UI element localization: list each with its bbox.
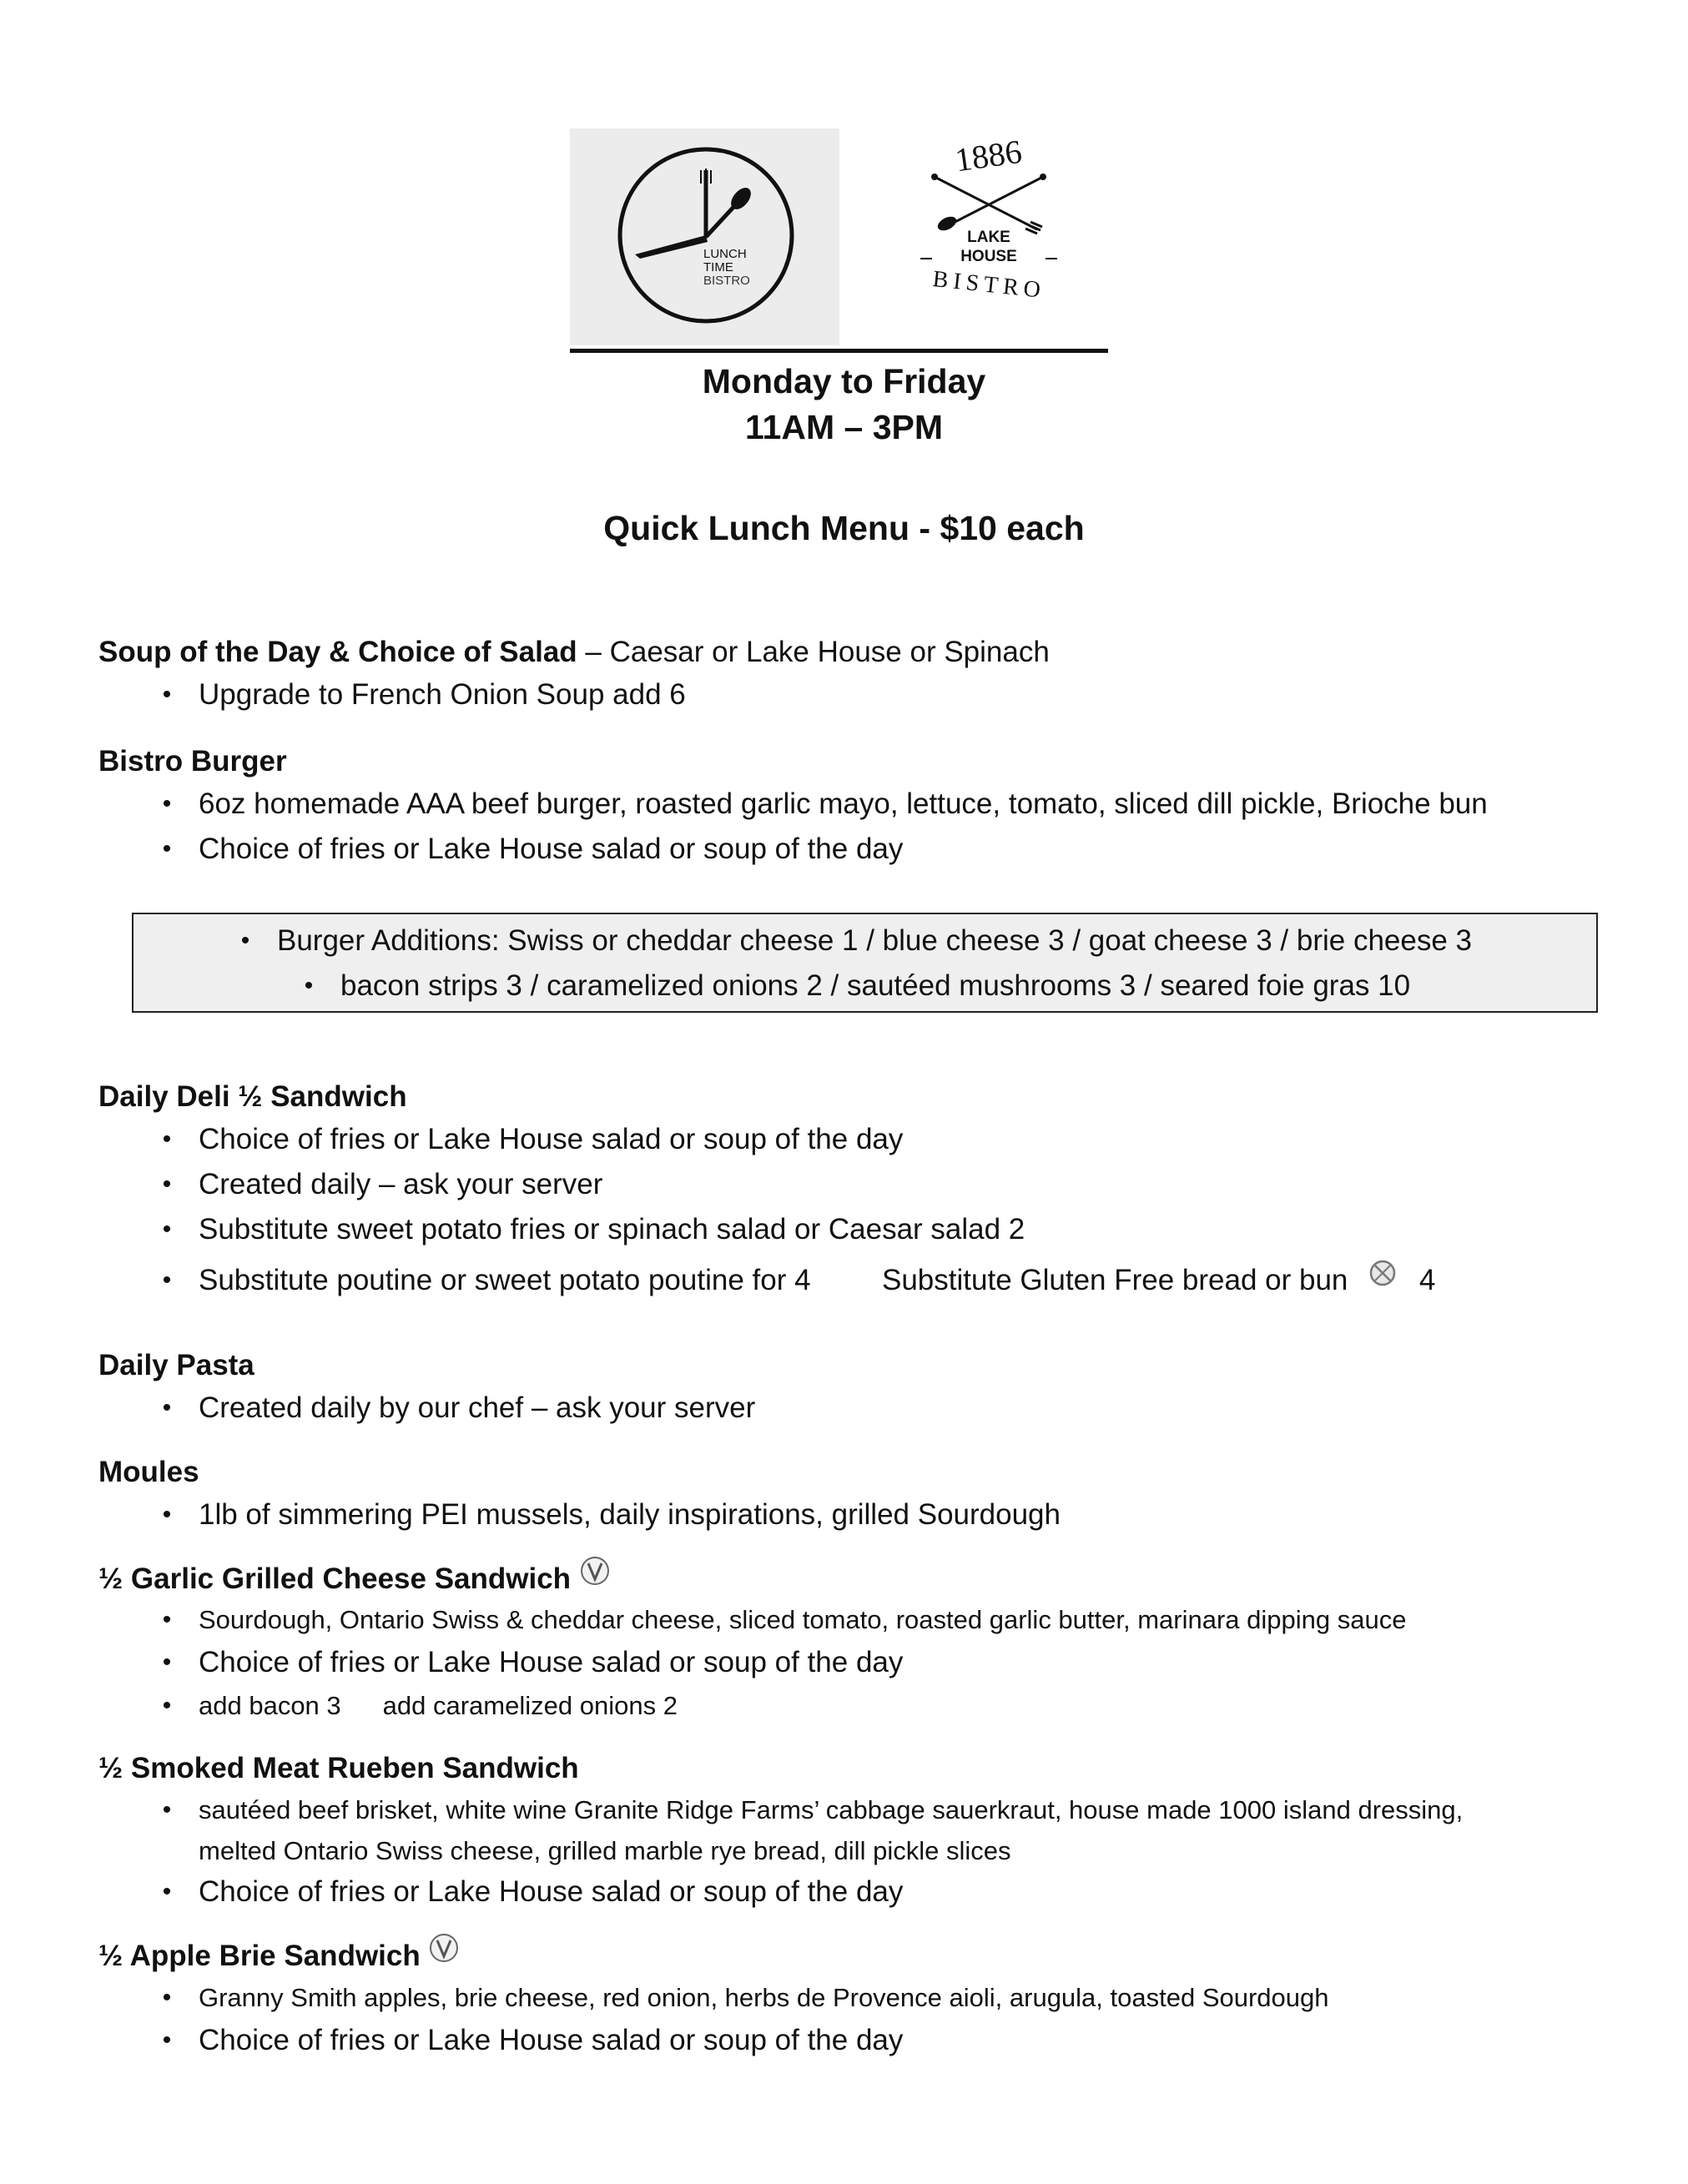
list-item xyxy=(162,674,1688,716)
list-item xyxy=(162,1642,1688,1683)
list-item xyxy=(162,1977,1688,2019)
crossed-utensils-logo-icon xyxy=(897,125,1081,317)
list-item xyxy=(162,2020,1688,2061)
logo-bistro: BISTRO xyxy=(931,266,1047,304)
list-item-continuation: melted Ontario Swiss cheese, grilled marble rye bread, dill pickle slices xyxy=(199,1836,1011,1865)
gluten-free-price: 4 xyxy=(1418,1264,1436,1296)
bullet-icon: • xyxy=(240,927,250,954)
clock-logo-icon xyxy=(570,128,839,345)
logo-text-lunch: LUNCH xyxy=(703,247,747,261)
bullet-icon: • xyxy=(162,790,172,818)
list-item xyxy=(304,965,1688,1007)
bullet-icon: • xyxy=(162,1606,172,1633)
lake-house-bistro-logo xyxy=(897,125,1081,317)
list-item-text: Granny Smith apples, brie cheese, red onion, herbs de Provence aioli, arugula, toasted Sourdough xyxy=(199,1983,1329,2012)
bullet-icon: • xyxy=(162,1796,172,1824)
pasta-heading: Daily Pasta xyxy=(98,1349,254,1381)
lunch-time-bistro-logo xyxy=(570,128,839,345)
bullet-icon: • xyxy=(162,1215,172,1243)
list-item-text: bacon strips 3 / caramelized onions 2 / sautéed mushrooms 3 / seared foie gras 10 xyxy=(340,969,1411,1002)
bullet-icon: • xyxy=(162,1170,172,1198)
bullet-icon: • xyxy=(162,681,172,708)
list-item xyxy=(240,920,1688,962)
deli-heading: Daily Deli ½ Sandwich xyxy=(98,1080,407,1113)
bullet-icon: • xyxy=(162,835,172,863)
list-item-text: Sourdough, Ontario Swiss & cheddar cheese, sliced tomato, roasted garlic butter, marinara dipping sauce xyxy=(199,1605,1407,1634)
moules-heading: Moules xyxy=(98,1456,199,1488)
logo-house: HOUSE xyxy=(960,248,1017,265)
list-item xyxy=(162,1599,1688,1641)
bullet-icon: • xyxy=(162,2026,172,2054)
grilled-cheese-heading: ½ Garlic Grilled Cheese Sandwich xyxy=(98,1563,572,1595)
grilled-cheese-heading-line xyxy=(98,1558,1600,1600)
vegetarian-v-icon xyxy=(428,1932,460,1964)
add-onions: add caramelized onions 2 xyxy=(382,1691,678,1720)
list-item xyxy=(162,1685,1688,1727)
list-item-text: sautéed beef brisket, white wine Granite Ridge Farms’ cabbage sauerkraut, house made 1000 island dressing, xyxy=(199,1795,1464,1824)
bullet-icon: • xyxy=(304,972,314,999)
list-item xyxy=(162,1387,1688,1429)
list-item-text: Choice of fries or Lake House salad or soup of the day xyxy=(199,1646,904,1678)
list-item-text: Substitute sweet potato fries or spinach salad or Caesar salad 2 xyxy=(199,1213,1025,1245)
logo-year: 1886 xyxy=(952,132,1025,179)
days-title: Monday to Friday xyxy=(702,362,986,400)
list-item-text: Created daily by our chef – ask your server xyxy=(199,1391,756,1424)
bullet-icon: • xyxy=(162,1878,172,1905)
apple-brie-heading: ½ Apple Brie Sandwich xyxy=(98,1940,421,1972)
list-item-text: Upgrade to French Onion Soup add 6 xyxy=(199,678,686,711)
bullet-icon: • xyxy=(162,1266,172,1294)
menu-title: Quick Lunch Menu - $10 each xyxy=(603,509,1085,547)
bullet-icon: • xyxy=(162,1648,172,1676)
header-rule xyxy=(570,349,1108,353)
gluten-free-line xyxy=(882,1260,1466,1301)
list-item xyxy=(162,1164,1688,1205)
soup-heading: Soup of the Day & Choice of Salad xyxy=(98,636,577,668)
logo-lake: LAKE xyxy=(967,229,1010,246)
burger-heading: Bistro Burger xyxy=(98,745,287,777)
list-item xyxy=(162,1494,1688,1536)
bullet-icon: • xyxy=(162,1394,172,1422)
list-item xyxy=(162,1119,1688,1160)
list-item-text: Substitute poutine or sweet potato poutine for 4 xyxy=(199,1264,811,1296)
list-item xyxy=(162,1789,1688,1831)
bullet-icon: • xyxy=(162,1501,172,1528)
list-item-text: Choice of fries or Lake House salad or soup of the day xyxy=(199,1875,904,1908)
list-item xyxy=(162,828,1688,870)
list-item xyxy=(162,1871,1688,1913)
gluten-free-icon xyxy=(1368,1258,1398,1288)
list-item-text: Burger Additions: Swiss or cheddar cheese 1 / blue cheese 3 / goat cheese 3 / brie cheese 3 xyxy=(277,924,1472,957)
gluten-free-text: Substitute Gluten Free bread or bun xyxy=(882,1264,1348,1296)
hours-title: 11AM – 3PM xyxy=(745,408,943,446)
soup-sub: – Caesar or Lake House or Spinach xyxy=(577,636,1050,668)
logo-text-time: TIME xyxy=(703,260,733,274)
list-item xyxy=(162,1209,1688,1251)
apple-brie-heading-line xyxy=(98,1935,1600,1977)
vegetarian-v-icon xyxy=(579,1555,611,1587)
bullet-icon: • xyxy=(162,1984,172,2011)
add-bacon: add bacon 3 xyxy=(199,1691,341,1720)
list-item-text: 6oz homemade AAA beef burger, roasted garlic mayo, lettuce, tomato, sliced dill pickle, Brioche bun xyxy=(199,788,1488,820)
list-item xyxy=(162,783,1688,825)
bullet-icon: • xyxy=(162,1692,172,1719)
bullet-icon: • xyxy=(162,1125,172,1153)
soup-heading-line xyxy=(98,632,1600,673)
list-item-text: Choice of fries or Lake House salad or soup of the day xyxy=(199,833,904,865)
list-item-text: Created daily – ask your server xyxy=(199,1168,603,1200)
list-item-text: 1lb of simmering PEI mussels, daily inspirations, grilled Sourdough xyxy=(199,1498,1061,1531)
rueben-heading: ½ Smoked Meat Rueben Sandwich xyxy=(98,1752,579,1784)
list-item-text: Choice of fries or Lake House salad or soup of the day xyxy=(199,2024,904,2056)
list-item-text: Choice of fries or Lake House salad or soup of the day xyxy=(199,1123,904,1155)
logo-text-bistro: BISTRO xyxy=(703,274,750,288)
